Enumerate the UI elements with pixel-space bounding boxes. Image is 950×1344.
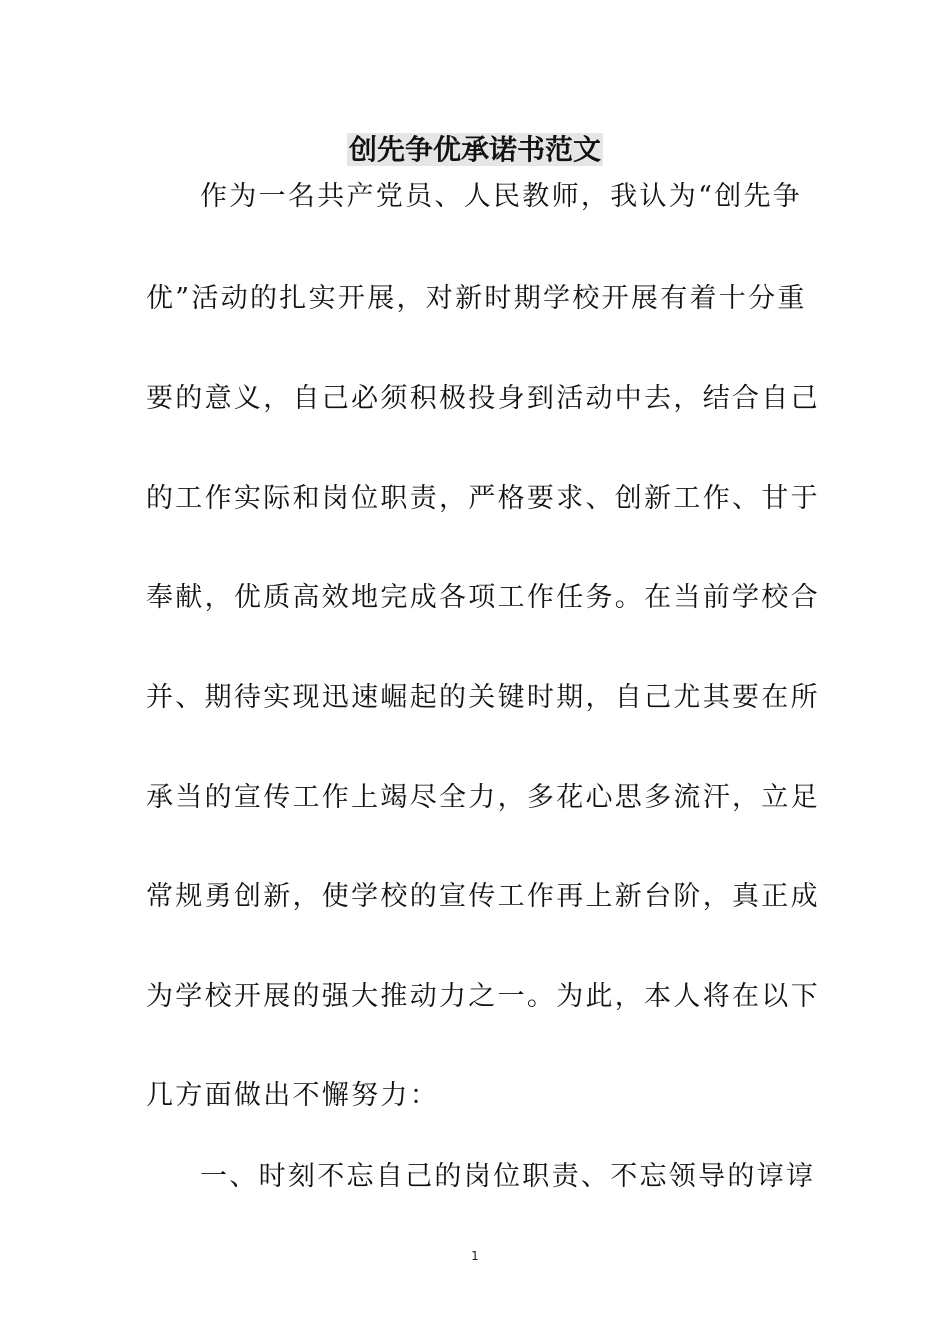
body-line: 并、期待实现迅速崛起的关键时期，自己尤其要在所 — [146, 682, 820, 713]
body-line: 为学校开展的强大推动力之一。为此，本人将在以下 — [146, 981, 820, 1012]
document-title — [0, 128, 950, 172]
body-line: 承当的宣传工作上竭尽全力，多花心思多流汗，立足 — [146, 782, 820, 813]
document-title-text: 创先争优承诺书范文 — [348, 133, 601, 166]
page-number: 1 — [471, 1249, 479, 1263]
body-line: 几方面做出不懈努力： — [146, 1080, 439, 1111]
body-line: 的工作实际和岗位职责，严格要求、创新工作、甘于 — [146, 483, 820, 514]
body-line: 常规勇创新，使学校的宣传工作再上新台阶，真正成 — [146, 881, 820, 912]
body-line: 作为一名共产党员、人民教师，我认为“创先争 — [200, 181, 803, 212]
body-line: 要的意义，自己必须积极投身到活动中去，结合自己 — [146, 383, 820, 414]
section-heading-line: 一、时刻不忘自己的岗位职责、不忘领导的谆谆 — [200, 1161, 816, 1192]
body-line: 奉献，优质高效地完成各项工作任务。在当前学校合 — [146, 582, 820, 613]
body-line: 优”活动的扎实开展，对新时期学校开展有着十分重 — [146, 283, 807, 314]
